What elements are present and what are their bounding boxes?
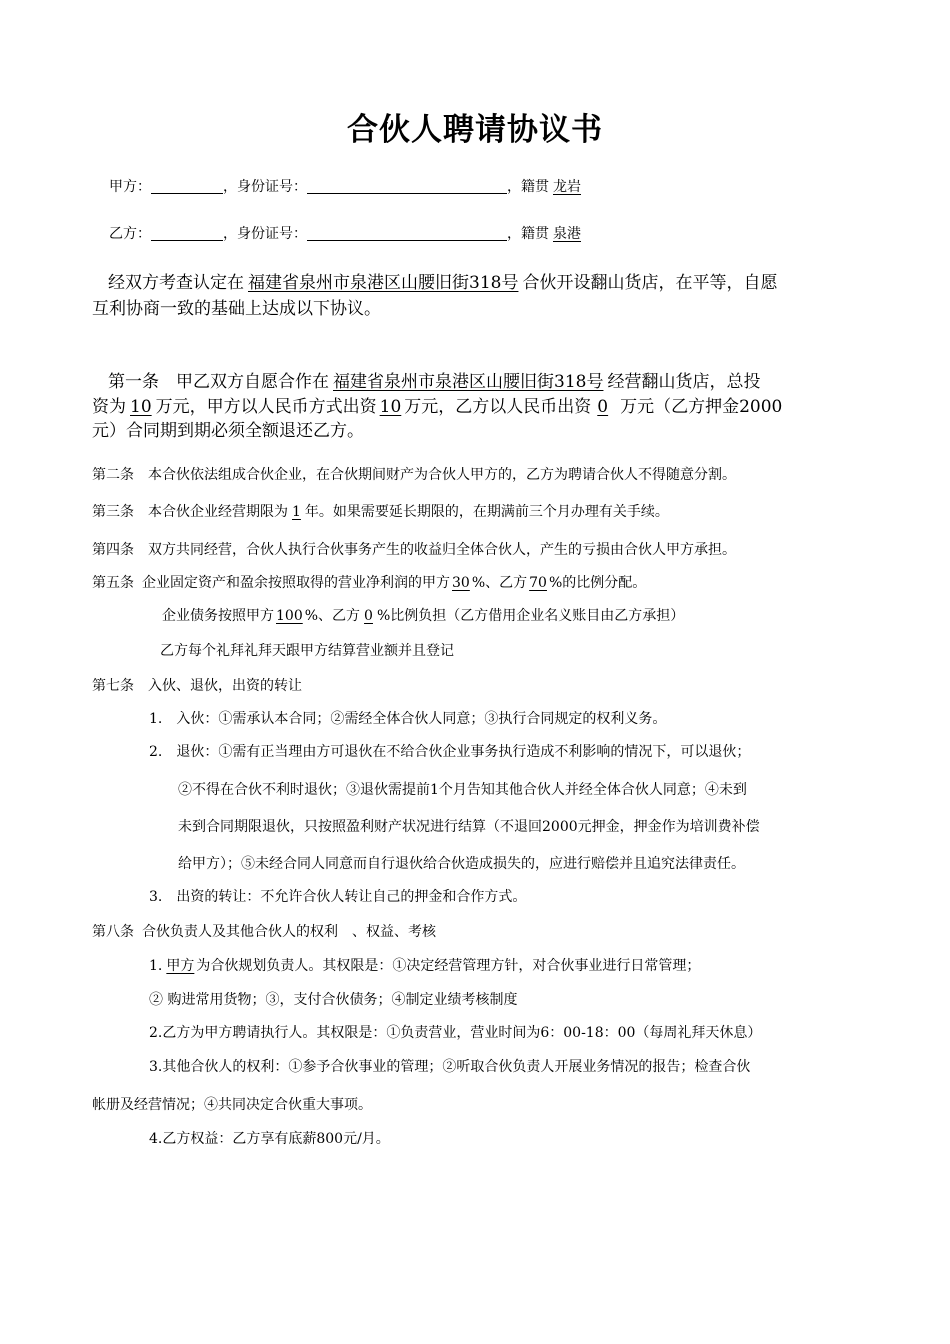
article2 [92,464,736,484]
article5-b-pct: 70 [529,575,547,591]
party-b-line [109,223,597,243]
party-b-id-blank [307,225,507,241]
article1-text-4: 万元，甲方以人民币方式出资 [155,397,377,417]
article1-line-2 [92,392,782,417]
article5-text-1: 企业固定资产和盈余按照取得的营业净利润的甲方 [142,575,450,591]
article3-years: 1 [292,504,301,520]
article7-item-2-line-1 [149,741,750,761]
article7-item-1 [149,708,666,728]
article5-settle: 乙方每个礼拜礼拜天跟甲方结算营业额并且登记 [160,643,454,659]
article8-p1-num: 1. [149,958,163,974]
intro-line-1 [108,268,777,293]
article1-text-1: 甲乙双方自愿合作在 [176,372,329,392]
party-b-label: 乙方： [109,226,151,242]
article1-text-6: 万元（乙方押金2000 [620,397,783,417]
article4-head: 第四条 [92,542,134,558]
article7-item-2-line-2: ②不得在合伙不利时退伙；③退伙需提前1个月告知其他合伙人并经全体合伙人同意；④未到 [178,782,747,798]
article8-p1-line-2: ② 购进常用货物；③，支付合伙债务；④制定业绩考核制度 [149,992,518,1008]
party-a-native-label: ，籍贯 [507,179,549,195]
intro-line-2: 互利协商一致的基础上达成以下协议。 [92,299,381,319]
article5-debt [162,605,684,625]
party-a-id-blank [307,178,507,194]
article8-title: 合伙负责人及其他合伙人的权利 、权益、考核 [142,924,436,940]
intro-address: 福建省泉州市泉港区山腰旧街318号 [248,273,519,293]
article1-line-3: 元）合同期到期必须全额退还乙方。 [92,421,364,441]
article1-head: 第一条 [108,372,159,392]
article7-item-3 [149,886,526,906]
article1-text-3: 资为 [92,397,126,417]
article2-head: 第二条 [92,467,134,483]
intro-text-2: 合伙开设翻山货店，在平等，自愿 [522,273,778,293]
article8-head: 第八条 [92,924,134,940]
article8-p3-line-2: 帐册及经营情况；④共同决定合伙重大事项。 [92,1097,372,1113]
document-title: 合伙人聘请协议书 [347,112,603,148]
article8-p4: 4.乙方权益：乙方享有底薪800元/月。 [149,1131,390,1147]
article7-item1-text: 入伙：①需承认本合同；②需经全体合伙人同意；③执行合同规定的权利义务。 [176,711,667,727]
party-a-label: 甲方： [109,179,151,195]
article7-heading [92,675,302,695]
article5-debt-b: 0 [364,608,373,624]
article4-text: 双方共同经营，合伙人执行合伙事务产生的收益归全体合伙人，产生的亏损由合伙人甲方承担。 [148,542,736,558]
article5-text-2: %、乙方 [471,575,528,591]
party-b-native-label: ，籍贯 [507,226,549,242]
article3 [92,501,669,521]
article7-title: 入伙、退伙，出资的转让 [148,678,302,694]
article5-line-1 [92,572,646,592]
article1-text-5: 万元，乙方以人民币出资 [404,397,592,417]
article2-text: 本合伙依法组成合伙企业，在合伙期间财产为合伙人甲方的，乙方为聘请合伙人不得随意分割。 [148,467,736,483]
party-a-name-blank [151,178,223,194]
article5-text-3: %的比例分配。 [548,575,647,591]
article1-b-amount: 0 [597,397,609,417]
article5-a-pct: 30 [452,575,470,591]
article4 [92,539,736,559]
intro-text-1: 经双方考查认定在 [108,273,244,293]
article7-item3-text: 出资的转让：不允许合伙人转让自己的押金和合作方式。 [176,889,527,905]
article1-text-2: 经营翻山货店，总投 [607,372,761,392]
party-a-native-value: 龙岩 [553,179,581,195]
article8-p2: 2.乙方为甲方聘请执行人。其权限是：①负责营业，营业时间为6：00-18：00（每周礼拜天休息） [149,1025,762,1041]
article5-debt-a: 100 [276,608,303,624]
party-b-id-label: ，身份证号： [223,226,307,242]
article8-heading [92,921,436,941]
party-b-native-value: 泉港 [553,226,581,242]
article7-item-2-line-4: 给甲方）；⑤未经合同人同意而自行退伙给合伙造成损失的，应进行赔偿并且追究法律责任。 [178,856,745,872]
party-b-name-blank [151,225,223,241]
party-a-id-label: ，身份证号： [223,179,307,195]
article5-debt-text-2: %、乙方 [304,608,361,624]
article1-total: 10 [130,397,152,417]
article5-debt-text-3: %比例负担（乙方借用企业名义账目由乙方承担） [376,608,685,624]
article7-head: 第七条 [92,678,134,694]
article5-debt-text-1: 企业债务按照甲方 [162,608,274,624]
article8-p3-line-1: 3.其他合伙人的权利：①参予合伙事业的管理；②听取合伙负责人开展业务情况的报告；检查合伙 [149,1059,751,1075]
party-a-line [109,176,597,196]
article7-item3-num: 3. [149,889,163,905]
article8-p1-who: 甲方 [166,958,195,974]
article1-a-amount: 10 [379,397,402,417]
article7-item1-num: 1. [149,711,163,727]
article7-item2-num: 2. [149,744,163,760]
article1-line-1 [108,367,760,392]
article3-text-1: 本合伙企业经营期限为 [148,504,288,520]
article7-item-2-line-3: 未到合同期限退伙，只按照盈利财产状况进行结算（不退回2000元押金，押金作为培训费补偿 [178,819,760,835]
article8-p1 [149,955,700,975]
article3-text-2: 年。如果需要延长期限的，在期满前三个月办理有关手续。 [304,504,669,520]
article1-address: 福建省泉州市泉港区山腰旧街318号 [333,372,604,392]
article3-head: 第三条 [92,504,134,520]
article8-p1-text: 为合伙规划负责人。其权限是：①决定经营管理方针，对合伙事业进行日常管理； [196,958,701,974]
article7-item2-text-1: 退伙：①需有正当理由方可退伙在不给合伙企业事务执行造成不利影响的情况下，可以退伙； [176,744,751,760]
article5-head: 第五条 [92,575,134,591]
